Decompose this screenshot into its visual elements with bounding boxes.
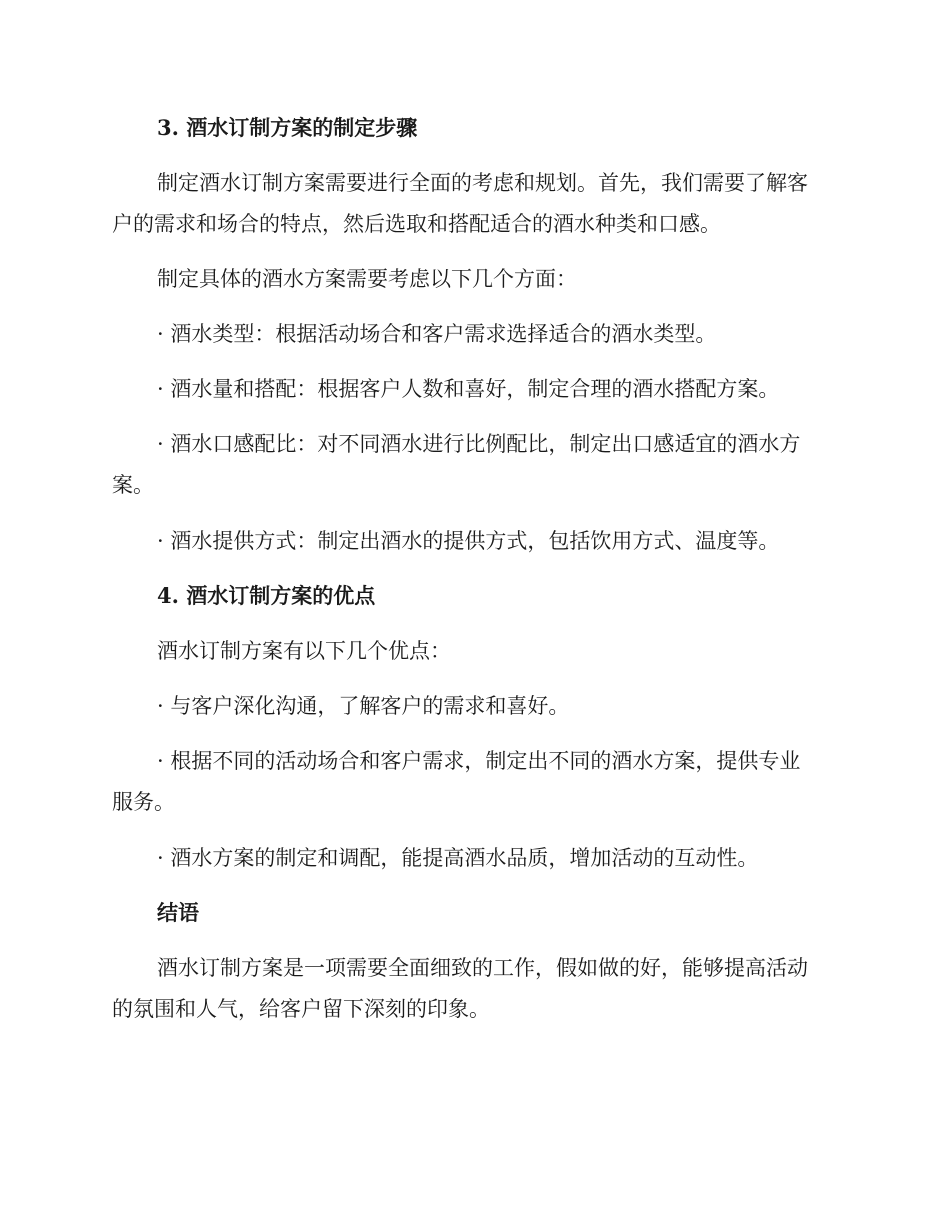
section-heading: 4. 酒水订制方案的优点	[157, 583, 376, 608]
paragraph-line: 酒水订制方案有以下几个优点：	[157, 639, 451, 663]
paragraph-line: 酒水订制方案是一项需要全面细致的工作，假如做的好，能够提高活动	[157, 956, 808, 980]
section-heading: 3. 酒水订制方案的制定步骤	[157, 115, 418, 140]
section-heading: 结语	[157, 900, 199, 925]
list-item: · 酒水类型：根据活动场合和客户需求选择适合的酒水类型。	[157, 322, 717, 346]
list-item: · 根据不同的活动场合和客户需求，制定出不同的酒水方案，提供专业	[157, 749, 801, 773]
list-item: · 与客户深化沟通，了解客户的需求和喜好。	[157, 694, 570, 718]
list-item: · 酒水量和搭配：根据客户人数和喜好，制定合理的酒水搭配方案。	[157, 377, 780, 401]
list-item: · 酒水口感配比：对不同酒水进行比例配比，制定出口感适宜的酒水方	[157, 432, 801, 456]
list-item-continuation: 案。	[112, 473, 154, 497]
paragraph-line: 的氛围和人气，给客户留下深刻的印象。	[112, 997, 490, 1021]
list-item: · 酒水提供方式：制定出酒水的提供方式，包括饮用方式、温度等。	[157, 529, 780, 553]
paragraph-line: 制定具体的酒水方案需要考虑以下几个方面：	[157, 267, 577, 291]
list-item-continuation: 服务。	[112, 790, 175, 814]
paragraph-line: 户的需求和场合的特点，然后选取和搭配适合的酒水种类和口感。	[112, 212, 721, 236]
list-item: · 酒水方案的制定和调配，能提高酒水品质，增加活动的互动性。	[157, 846, 759, 870]
paragraph-line: 制定酒水订制方案需要进行全面的考虑和规划。首先，我们需要了解客	[157, 171, 808, 195]
